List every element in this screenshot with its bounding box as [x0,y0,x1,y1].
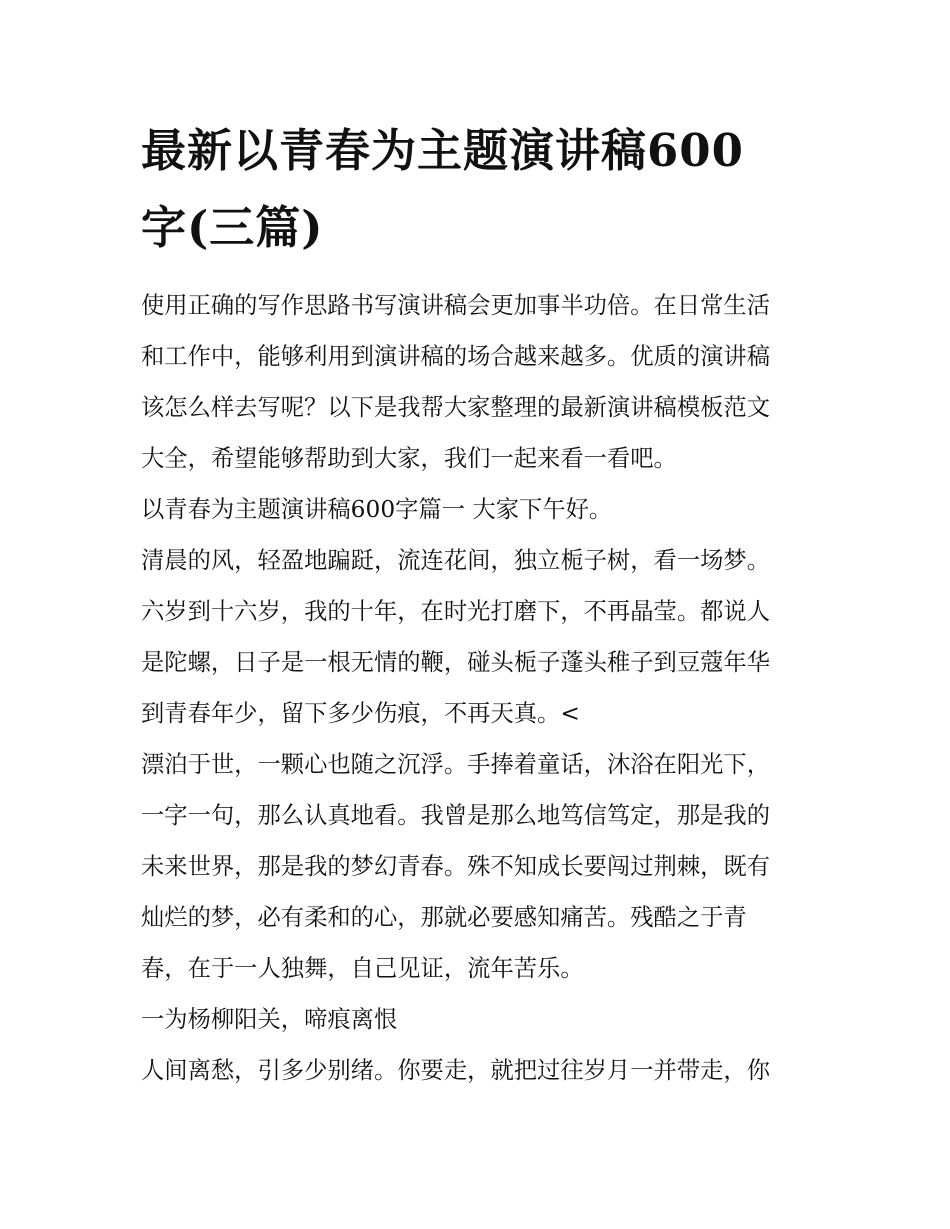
text-line: 一字一句，那么认真地看。我曾是那么地笃信笃定，那是我的 [141,802,771,829]
text-line: 以青春为主题演讲稿600字篇一 大家下午好。 [141,496,613,523]
title-line: 字(三篇) [141,201,324,254]
text-line: 春，在于一人独舞，自己见证，流年苦乐。 [141,955,584,982]
text-line: 漂泊于世，一颗心也随之沉浮。手捧着童话，沐浴在阳光下， [141,751,771,778]
text-line: 到青春年少，留下多少伤痕，不再天真。< [141,700,580,727]
text-line: 是陀螺，日子是一根无情的鞭，碰头栀子蓬头稚子到豆蔻年华 [141,649,771,676]
title-line: 最新以青春为主题演讲稿600 [141,124,744,177]
text-line: 人间离愁，引多少别绪。你要走，就把过往岁月一并带走，你 [141,1057,771,1084]
text-line: 大全，希望能够帮助到大家，我们一起来看一看吧。 [141,445,677,472]
text-line: 清晨的风，轻盈地蹁跹，流连花间，独立栀子树，看一场梦。 [141,547,771,574]
text-line: 六岁到十六岁，我的十年，在时光打磨下，不再晶莹。都说人 [141,598,771,625]
text-line: 使用正确的写作思路书写演讲稿会更加事半功倍。在日常生活 [141,292,771,319]
document-title [141,112,821,266]
text-line: 该怎么样去写呢？以下是我帮大家整理的最新演讲稿模板范文 [141,394,771,421]
document-body [141,280,821,1096]
text-line: 和工作中，能够利用到演讲稿的场合越来越多。优质的演讲稿 [141,343,771,370]
text-line: 未来世界，那是我的梦幻青春。殊不知成长要闯过荆棘，既有 [141,853,771,880]
text-line: 灿烂的梦，必有柔和的心，那就必要感知痛苦。残酷之于青 [141,904,747,931]
text-line: 一为杨柳阳关，啼痕离恨 [141,1006,398,1033]
